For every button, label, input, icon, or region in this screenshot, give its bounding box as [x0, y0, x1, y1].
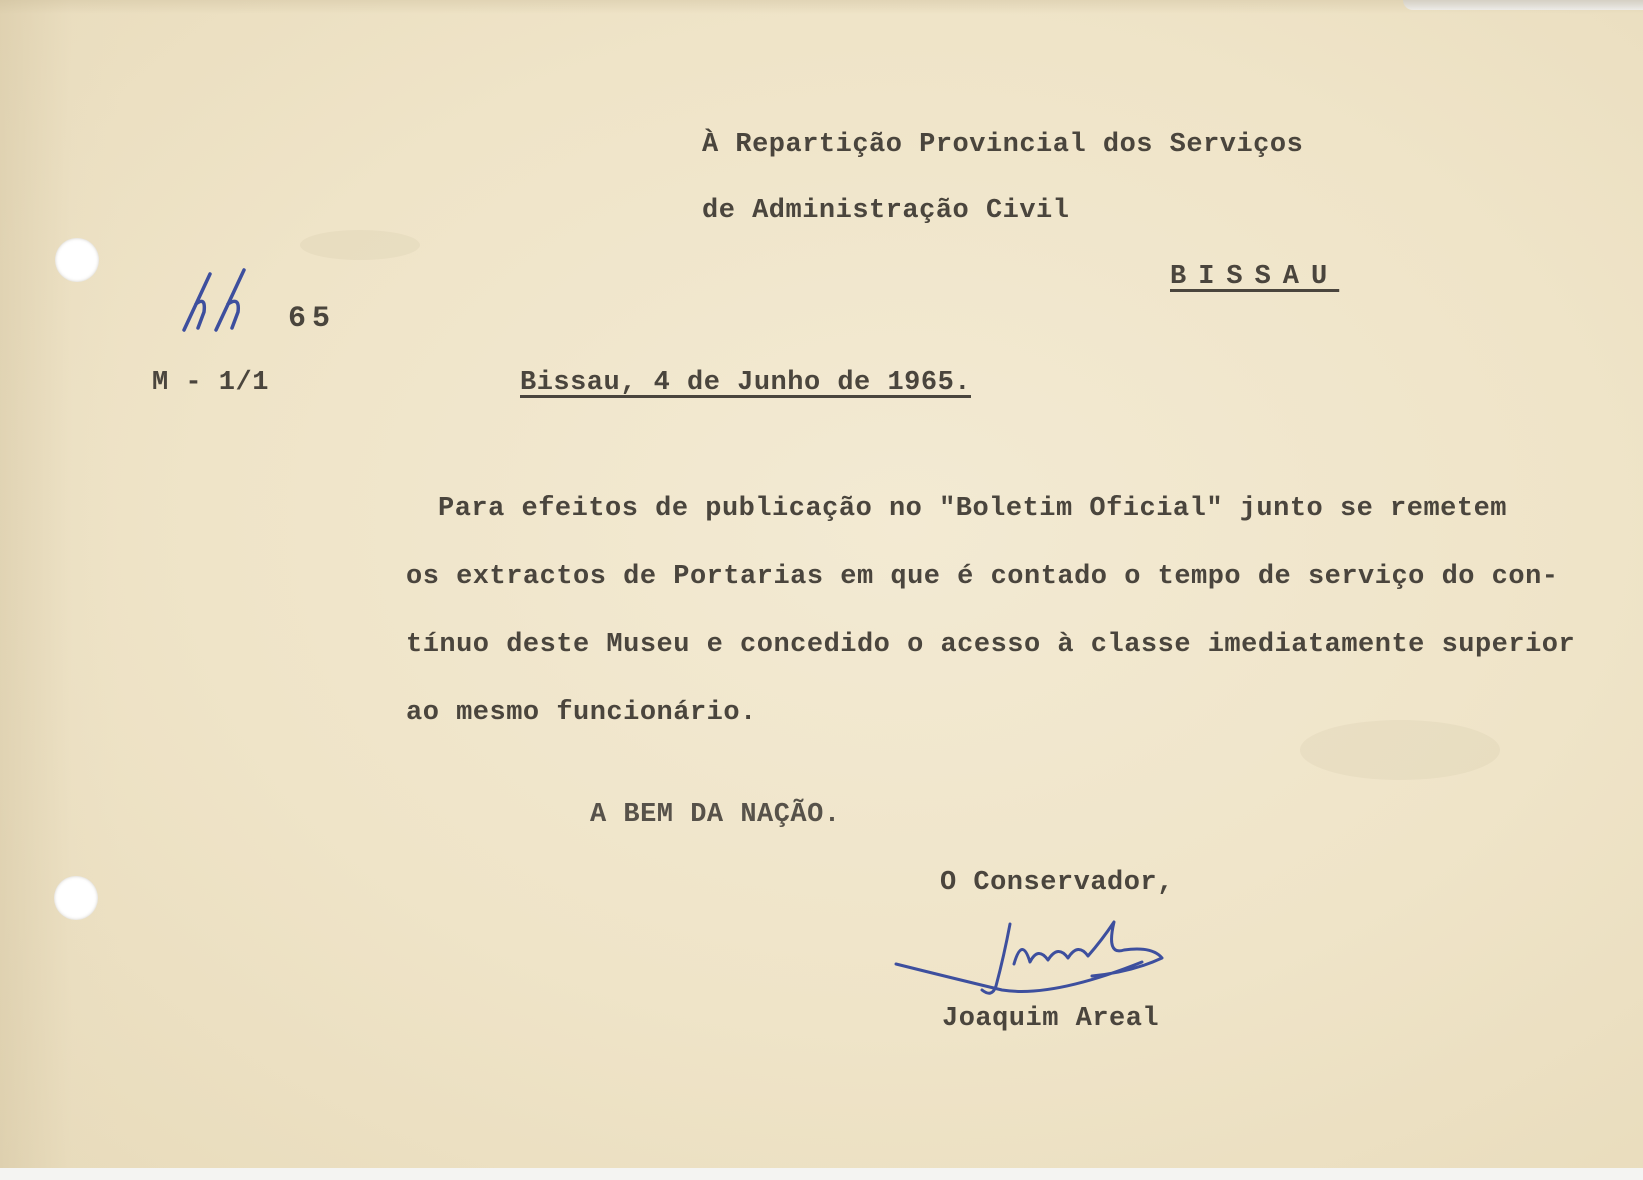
scan-bottom-margin	[0, 1168, 1643, 1180]
addressee-city: BISSAU	[1170, 262, 1340, 292]
signature	[892, 906, 1202, 1006]
punch-hole-top	[55, 238, 99, 282]
punch-hole-bottom	[54, 876, 98, 920]
reference-code: M - 1/1	[152, 368, 269, 398]
body-line: os extractos de Portarias em que é contado o tempo de serviço do con-	[406, 562, 1559, 592]
paper-stain	[300, 230, 420, 260]
addressee-line-1: À Repartição Provincial dos Serviços	[702, 130, 1304, 160]
body-line: ao mesmo funcionário.	[406, 698, 757, 728]
addressee-line-2: de Administração Civil	[702, 196, 1070, 226]
body-line: tínuo deste Museu e concedido o acesso à classe imediatamente superior	[406, 630, 1576, 660]
date-line: Bissau, 4 de Junho de 1965.	[520, 368, 971, 398]
page-corner-fold	[1403, 0, 1643, 10]
reference-number: 65	[288, 302, 337, 336]
signatory-title: O Conservador,	[940, 868, 1174, 898]
closing-salutation: A BEM DA NAÇÃO.	[590, 800, 841, 830]
body-line: Para efeitos de publicação no "Boletim Oficial" junto se remetem	[438, 494, 1507, 524]
signatory-name: Joaquim Areal	[942, 1004, 1160, 1034]
handwritten-annotation	[176, 268, 276, 348]
letter-body	[406, 494, 1586, 766]
